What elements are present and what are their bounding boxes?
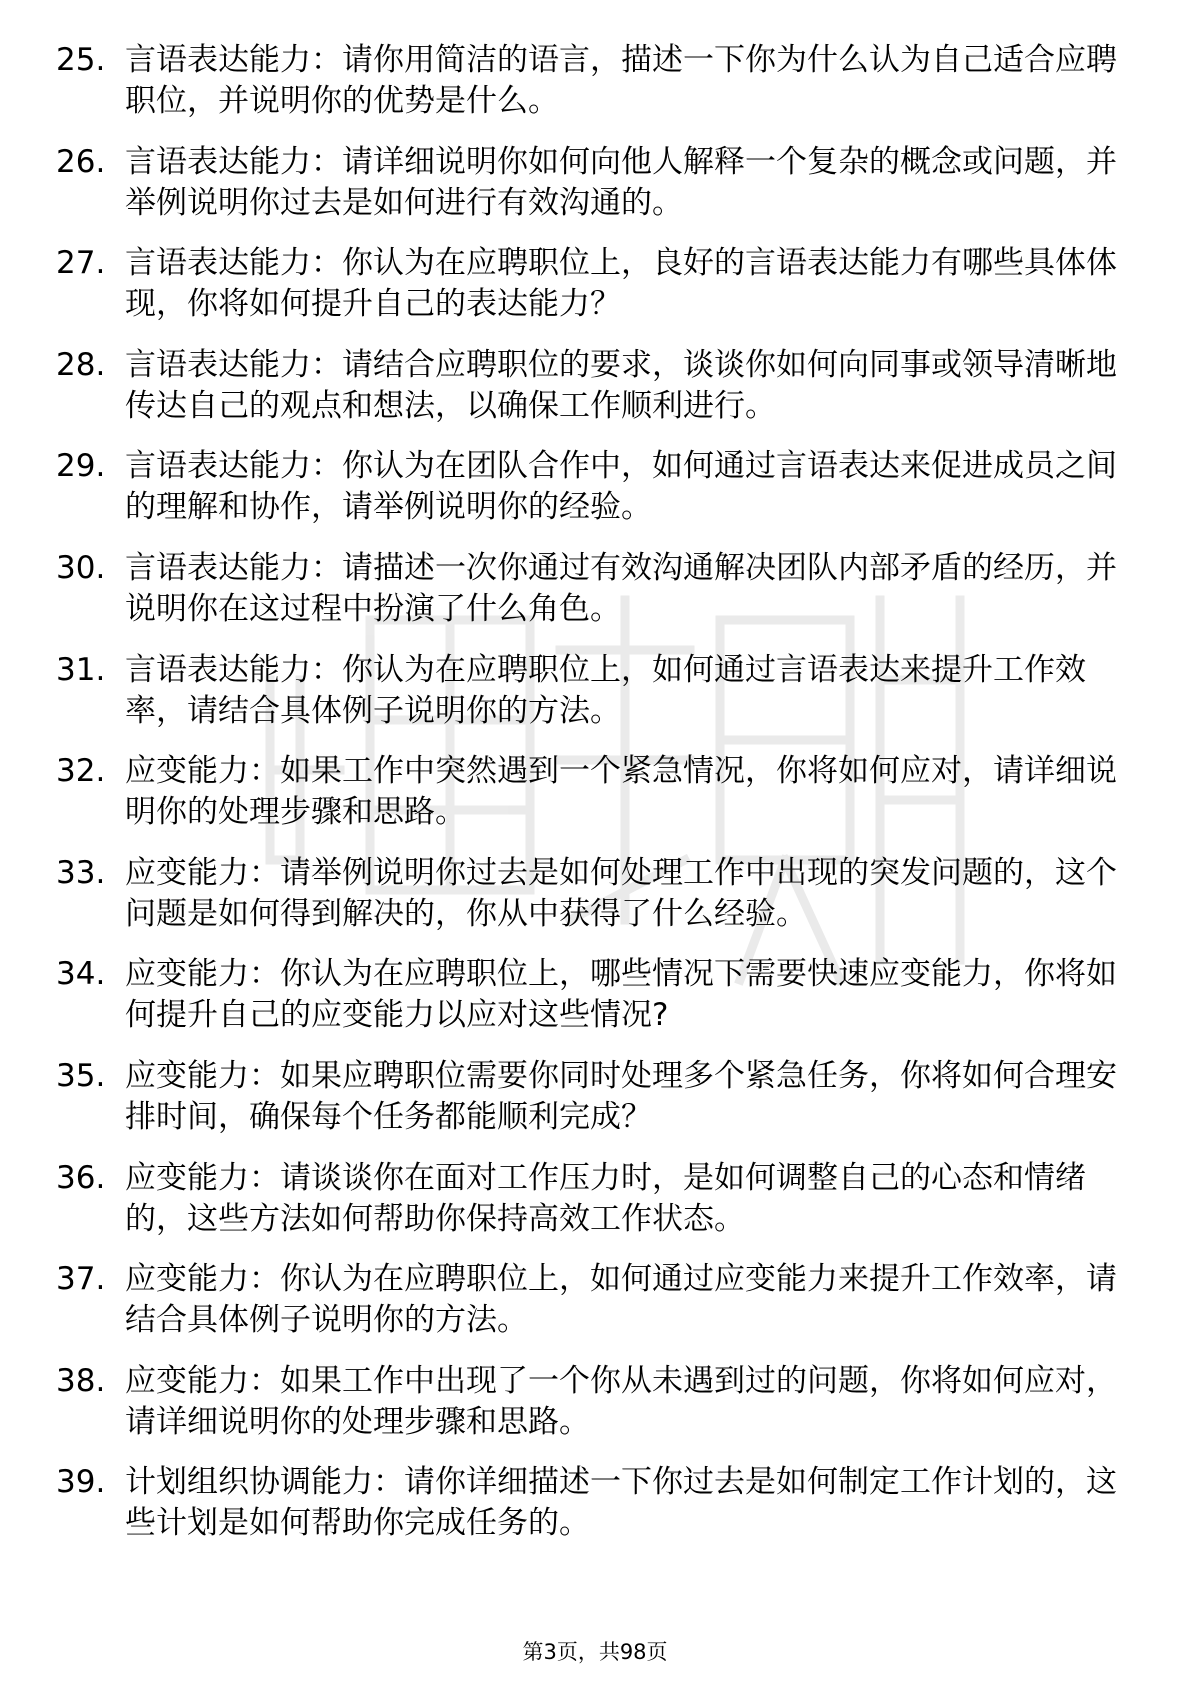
- list-item: [56, 40, 1136, 142]
- question-text: 应变能力：如果工作中突然遇到一个紧急情况，你将如何应对，请详细说明你的处理步骤和思路。: [125, 753, 1117, 831]
- question-number: 34.: [56, 956, 106, 993]
- list-item: [56, 1462, 1136, 1564]
- list-item: [56, 548, 1136, 650]
- list-item: [56, 650, 1136, 752]
- list-item: [56, 954, 1136, 1056]
- question-number: 28.: [56, 346, 106, 383]
- question-number: 32.: [56, 753, 106, 790]
- list-item: [56, 1259, 1136, 1361]
- question-text: 言语表达能力：请详细说明你如何向他人解释一个复杂的概念或问题，并举例说明你过去是如何进行有效沟通的。: [125, 143, 1117, 221]
- question-text: 言语表达能力：你认为在应聘职位上，良好的言语表达能力有哪些具体体现，你将如何提升自己的表达能力？: [125, 245, 1117, 323]
- question-number: 33.: [56, 854, 106, 891]
- list-item: [56, 243, 1136, 345]
- page-indicator: 第3页，共98页: [522, 1640, 668, 1664]
- question-number: 35.: [56, 1057, 106, 1094]
- list-item: [56, 446, 1136, 548]
- question-number: 25.: [56, 42, 106, 78]
- question-text: 应变能力：如果工作中出现了一个你从未遇到过的问题，你将如何应对，请详细说明你的处理步骤和思路。: [125, 1362, 1117, 1440]
- question-text: 言语表达能力：请你用简洁的语言，描述一下你为什么认为自己适合应聘职位，并说明你的优势是什么。: [125, 42, 1117, 119]
- list-item: [56, 1056, 1136, 1158]
- question-number: 26.: [56, 143, 106, 180]
- question-text: 应变能力：你认为在应聘职位上，如何通过应变能力来提升工作效率，请结合具体例子说明你的方法。: [125, 1261, 1117, 1339]
- question-number: 27.: [56, 245, 106, 282]
- question-number: 31.: [56, 651, 106, 688]
- question-number: 29.: [56, 448, 106, 485]
- question-text: 言语表达能力：你认为在应聘职位上，如何通过言语表达来提升工作效率，请结合具体例子说明你的方法。: [125, 651, 1086, 729]
- list-item: [56, 1361, 1136, 1463]
- question-list: [56, 40, 1136, 1564]
- question-text: 应变能力：你认为在应聘职位上，哪些情况下需要快速应变能力，你将如何提升自己的应变能力以应对这些情况?: [125, 956, 1117, 1034]
- question-text: 言语表达能力：请结合应聘职位的要求，谈谈你如何向同事或领导清晰地传达自己的观点和想法，以确保工作顺利进行。: [125, 346, 1117, 424]
- question-text: 应变能力：如果应聘职位需要你同时处理多个紧急任务，你将如何合理安排时间，确保每个任务都能顺利完成？: [125, 1057, 1117, 1135]
- question-text: 言语表达能力：请描述一次你通过有效沟通解决团队内部矛盾的经历，并说明你在这过程中扮演了什么角色。: [125, 549, 1117, 627]
- list-item: [56, 345, 1136, 447]
- question-text: 言语表达能力：你认为在团队合作中，如何通过言语表达来促进成员之间的理解和协作，请举例说明你的经验。: [125, 448, 1117, 526]
- question-number: 38.: [56, 1362, 106, 1399]
- list-item: [56, 1158, 1136, 1260]
- list-item: [56, 853, 1136, 955]
- question-text: 应变能力：请谈谈你在面对工作压力时，是如何调整自己的心态和情绪的，这些方法如何帮助你保持高效工作状态。: [125, 1159, 1086, 1237]
- question-text: 应变能力：请举例说明你过去是如何处理工作中出现的突发问题的，这个问题是如何得到解决的，你从中获得了什么经验。: [125, 854, 1117, 932]
- question-number: 39.: [56, 1464, 106, 1501]
- question-number: 30.: [56, 549, 106, 586]
- list-item: [56, 142, 1136, 244]
- list-item: [56, 751, 1136, 853]
- question-number: 36.: [56, 1159, 106, 1196]
- question-number: 37.: [56, 1261, 106, 1298]
- question-text: 计划组织协调能力：请你详细描述一下你过去是如何制定工作计划的，这些计划是如何帮助你完成任务的。: [125, 1464, 1117, 1542]
